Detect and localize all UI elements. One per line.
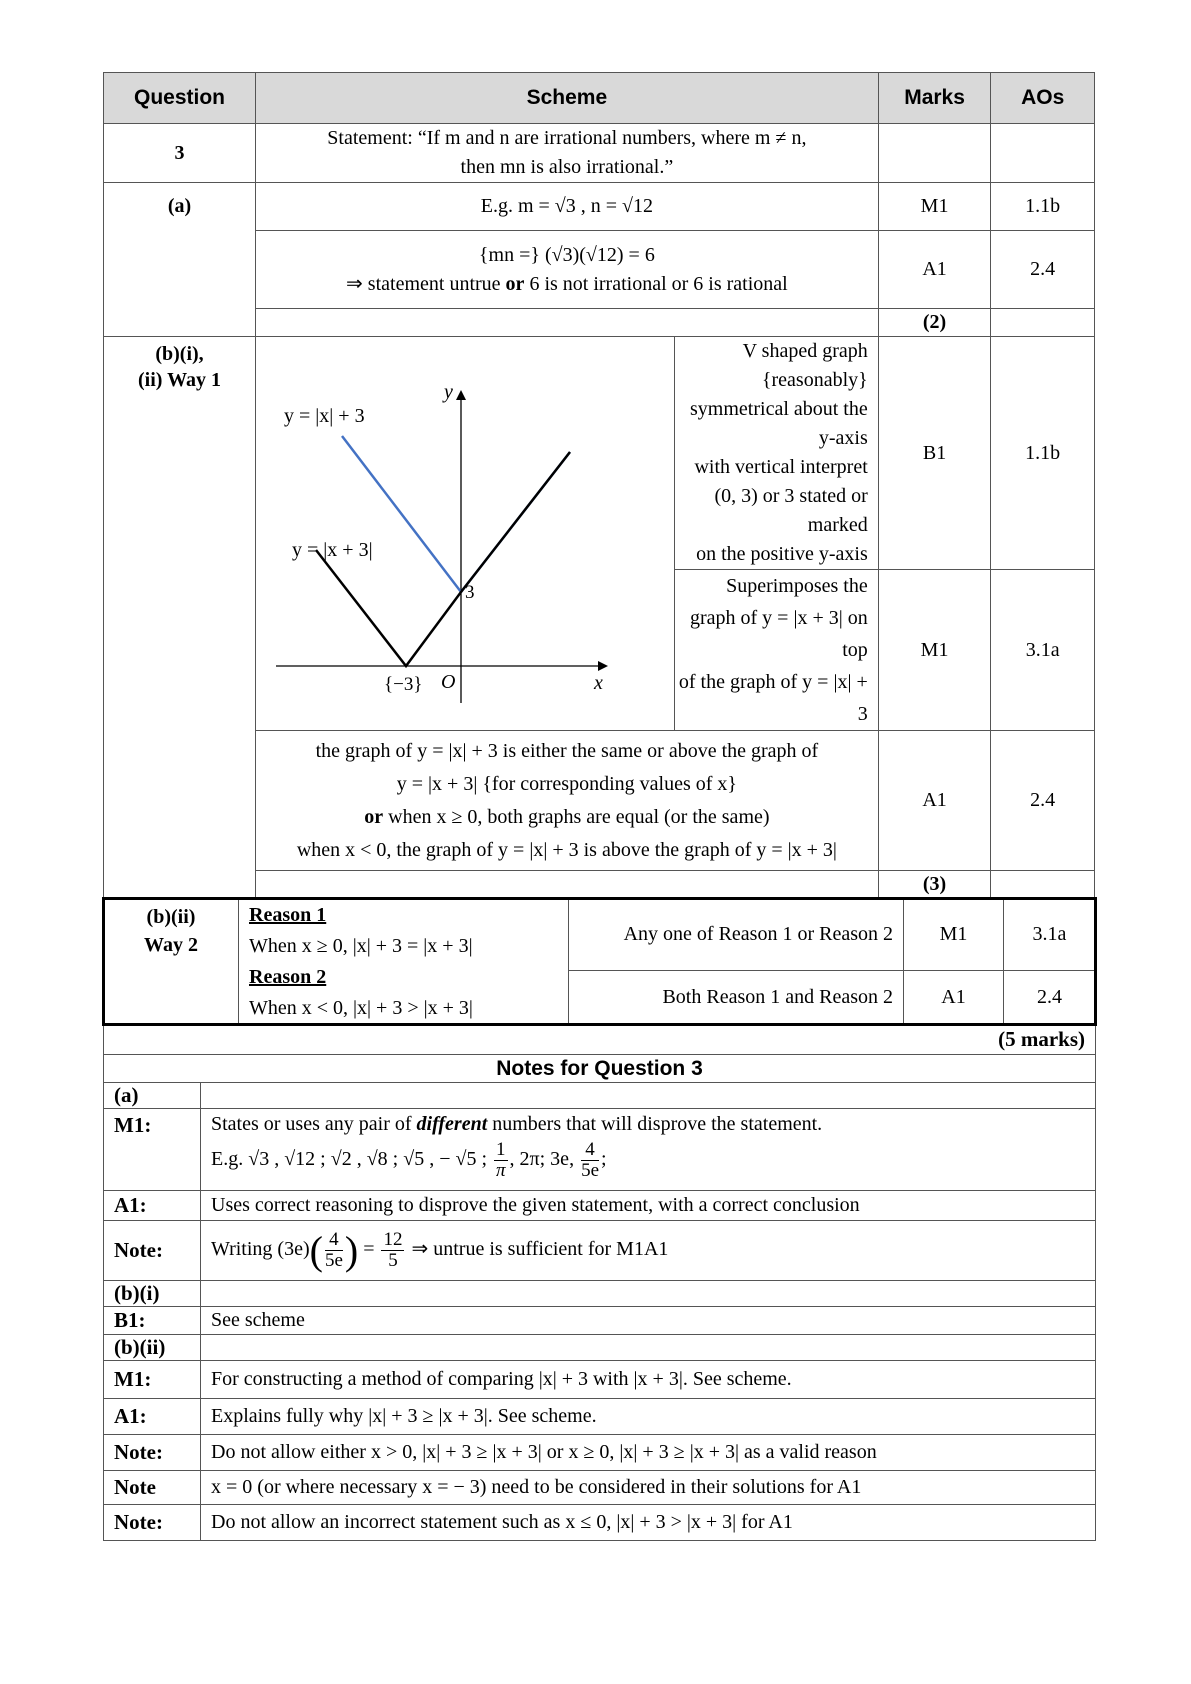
- empty-mark: [878, 124, 991, 183]
- b1-text-line: (0, 3) or 3 stated or marked: [714, 485, 868, 536]
- part-a-m1-mark: M1: [878, 183, 991, 231]
- m1-criteria: [674, 570, 878, 731]
- m1-pre: States or uses any pair of: [211, 1113, 417, 1135]
- empty-cell: [201, 1083, 1096, 1109]
- part-a-product: {mn =} (√3)(√12) = 6: [478, 243, 655, 266]
- frac-4-over-5e: [325, 1230, 343, 1271]
- b1-criteria: [674, 337, 878, 570]
- m1-ao: 3.1a: [991, 570, 1095, 731]
- frac-1-over-pi: [494, 1140, 508, 1181]
- notes-m1-line1: [211, 1113, 1095, 1136]
- notes-m1-text: [201, 1109, 1096, 1191]
- notes-a1-label: A1:: [104, 1191, 201, 1221]
- a1-text-line: y = |x + 3| {for corresponding values of x}: [396, 772, 738, 795]
- header-aos: AOs: [991, 73, 1095, 124]
- notes-title-row: [104, 1055, 1096, 1083]
- notes-a-label: (a): [104, 1083, 201, 1109]
- notes-n2-label: Note:: [104, 1435, 201, 1471]
- scheme-table: [103, 72, 1095, 899]
- way2-m1-mark: M1: [904, 899, 1004, 971]
- a1-criteria: [256, 731, 879, 871]
- part-a-m1-ao: 1.1b: [991, 183, 1095, 231]
- empty-cell: [256, 309, 879, 337]
- paren-open: (: [309, 1228, 323, 1273]
- part-a-label: (a): [104, 183, 256, 337]
- b1-text-line: symmetrical about the y-axis: [690, 398, 868, 449]
- notes-b1-text: See scheme: [201, 1307, 1096, 1335]
- frac-den: 5e: [581, 1160, 599, 1181]
- frac-4-over-5e: [581, 1140, 599, 1181]
- question-number: 3: [104, 124, 256, 183]
- part-b-total: (3): [878, 871, 991, 899]
- frac-num: 12: [383, 1229, 403, 1250]
- notes-m1-row: [104, 1109, 1096, 1191]
- way1-label-line2: (ii) Way 1: [138, 369, 221, 391]
- notes-table: [103, 1024, 1096, 1541]
- notes-a1-text: Uses correct reasoning to disprove the given statement, with a correct conclusion: [201, 1191, 1096, 1221]
- statement-line2: then mn is also irrational.”: [460, 156, 674, 178]
- vertex-label: {−3}: [384, 673, 423, 695]
- way2-label-line2: Way 2: [144, 934, 198, 956]
- empty-cell: [201, 1335, 1096, 1361]
- notes-n3-label: Note: [104, 1471, 201, 1505]
- notes-ba1-label: A1:: [104, 1399, 201, 1435]
- way2-m1-criteria: Any one of Reason 1 or Reason 2: [569, 899, 904, 971]
- y-axis-label: y: [444, 380, 453, 403]
- a1-or: or: [364, 805, 384, 828]
- statement-cell: [256, 124, 879, 183]
- a1-or-text: when x ≥ 0, both graphs are equal (or the same): [388, 805, 770, 828]
- part-b-way1-label: [104, 337, 256, 899]
- notes-bii-label: (b)(ii): [104, 1335, 201, 1361]
- way2-a1-criteria: Both Reason 1 and Reason 2: [569, 971, 904, 1025]
- frac-12-over-5: [381, 1230, 404, 1271]
- m1-mark: M1: [878, 570, 991, 731]
- notes-n4-text: Do not allow an incorrect statement such as x ≤ 0, |x| + 3 > |x + 3| for A1: [201, 1505, 1096, 1541]
- notes-m1-examples: [211, 1140, 1095, 1181]
- reason1-title: Reason 1: [249, 903, 327, 926]
- notes-bi-label: (b)(i): [104, 1281, 201, 1307]
- way2-reasons: [239, 899, 569, 1025]
- notes-note1-label: Note:: [104, 1221, 201, 1281]
- conclusion-pre: ⇒ statement untrue: [346, 272, 506, 295]
- statement-row: [104, 124, 1095, 183]
- mark-scheme-page: [103, 72, 1095, 1541]
- reason2-text: When x < 0, |x| + 3 > |x + 3|: [249, 996, 473, 1019]
- frac-num: 4: [581, 1140, 599, 1161]
- notes-bi-row: [104, 1281, 1096, 1307]
- reason1-text: When x ≥ 0, |x| + 3 = |x + 3|: [249, 934, 473, 957]
- m1-eg-text: E.g. √3 , √12 ; √2 , √8 ; √5 , − √5 ;: [211, 1148, 488, 1171]
- m1-text-line: graph of y = |x + 3| on top: [689, 607, 868, 661]
- a1-ao: 2.4: [991, 731, 1095, 871]
- statement-line1: Statement: “If m and n are irrational numbers, where m ≠ n,: [327, 127, 807, 149]
- blue-graph-label: y = |x| + 3: [284, 404, 365, 427]
- b1-ao: 1.1b: [991, 337, 1095, 570]
- way2-a1-ao: 2.4: [1004, 971, 1096, 1025]
- empty-cell: [256, 871, 879, 899]
- notes-bm1-label: M1:: [104, 1361, 201, 1399]
- notes-n3-row: [104, 1471, 1096, 1505]
- notes-ba1-row: [104, 1399, 1096, 1435]
- m1-eg-end: ;: [601, 1148, 607, 1171]
- frac-num: 4: [325, 1230, 343, 1251]
- way2-table: [103, 898, 1096, 1025]
- notes-n4-row: [104, 1505, 1096, 1541]
- notes-a1-row: [104, 1191, 1096, 1221]
- notes-ba1-text: Explains fully why |x| + 3 ≥ |x + 3|. See scheme.: [201, 1399, 1096, 1435]
- way2-m1-row: [104, 899, 1096, 971]
- empty-cell: [201, 1281, 1096, 1307]
- header-marks: Marks: [878, 73, 991, 124]
- notes-n2-text: Do not allow either x > 0, |x| + 3 ≥ |x + 3| or x ≥ 0, |x| + 3 ≥ |x + 3| as a valid reason: [201, 1435, 1096, 1471]
- m1-text-line: Superimposes the: [726, 575, 868, 597]
- notes-n2-row: [104, 1435, 1096, 1471]
- empty-cell: [991, 871, 1095, 899]
- notes-m1-label: M1:: [104, 1109, 201, 1191]
- m1-text-line: of the graph of y = |x| + 3: [678, 671, 868, 725]
- graph-cell: [256, 337, 675, 731]
- part-a-total: (2): [878, 309, 991, 337]
- notes-bm1-row: [104, 1361, 1096, 1399]
- y-axis-arrow-icon: [456, 390, 466, 400]
- blue-v-graph: [342, 436, 570, 592]
- part-a-a1-mark: A1: [878, 231, 991, 309]
- header-scheme: Scheme: [256, 73, 879, 124]
- notes-bm1-text: For constructing a method of comparing |x| + 3 with |x + 3|. See scheme.: [201, 1361, 1096, 1399]
- note1-pre: Writing (3e): [211, 1238, 310, 1261]
- header-question: Question: [104, 73, 256, 124]
- part-b-b1-row: [104, 337, 1095, 570]
- notes-a-row: [104, 1083, 1096, 1109]
- way2-a1-mark: A1: [904, 971, 1004, 1025]
- x-axis-arrow-icon: [598, 661, 608, 671]
- m1-emphasis: different: [416, 1113, 488, 1135]
- graph-svg: [256, 358, 628, 710]
- reason2-title: Reason 2: [249, 965, 327, 988]
- x-axis-label: x: [594, 671, 603, 694]
- m1-eg-mid: , 2π; 3e,: [509, 1148, 575, 1171]
- notes-b1-row: [104, 1307, 1096, 1335]
- notes-title: Notes for Question 3: [104, 1055, 1096, 1083]
- m1-post: numbers that will disprove the statement.: [487, 1113, 823, 1135]
- origin-label: O: [441, 670, 456, 693]
- part-a-conclusion: [256, 270, 878, 299]
- part-a-example: E.g. m = √3 , n = √12: [256, 183, 879, 231]
- part-a-row1: [104, 183, 1095, 231]
- notes-n3-text: x = 0 (or where necessary x = − 3) need to be considered in their solutions for A1: [201, 1471, 1096, 1505]
- notes-note1-row: [104, 1221, 1096, 1281]
- paren-close: ): [344, 1228, 359, 1273]
- empty-ao: [991, 124, 1095, 183]
- a1-text-line: [256, 801, 878, 834]
- black-graph-label: y = |x + 3|: [292, 538, 373, 561]
- way2-label: [104, 899, 239, 1025]
- total-marks-row: [104, 1025, 1096, 1055]
- b1-text-line: with vertical interpret: [694, 456, 868, 478]
- conclusion-or: or: [505, 272, 525, 295]
- total-marks: (5 marks): [104, 1025, 1096, 1055]
- header-row: [104, 73, 1095, 124]
- way1-label-line1: (b)(i),: [155, 343, 204, 365]
- notes-n4-label: Note:: [104, 1505, 201, 1541]
- notes-b1-label: B1:: [104, 1307, 201, 1335]
- note1-post: ⇒ untrue is sufficient for M1A1: [411, 1238, 669, 1261]
- notes-note1-text: [201, 1221, 1096, 1281]
- intercept-label: 3: [465, 581, 475, 603]
- b1-text-line: on the positive y-axis: [696, 543, 868, 565]
- way2-m1-ao: 3.1a: [1004, 899, 1096, 971]
- frac-num: 1: [496, 1139, 506, 1160]
- empty-cell: [991, 309, 1095, 337]
- a1-text-line: when x < 0, the graph of y = |x| + 3 is above the graph of y = |x + 3|: [296, 838, 837, 861]
- a1-mark: A1: [878, 731, 991, 871]
- note1-eq: =: [363, 1238, 375, 1261]
- part-a-working: [256, 231, 879, 309]
- notes-bii-row: [104, 1335, 1096, 1361]
- way2-label-line1: (b)(ii): [146, 906, 196, 928]
- b1-text-line: V shaped graph {reasonably}: [742, 340, 868, 391]
- conclusion-post: 6 is not irrational or 6 is rational: [524, 272, 788, 295]
- part-a-a1-ao: 2.4: [991, 231, 1095, 309]
- frac-den: π: [496, 1160, 506, 1181]
- b1-mark: B1: [878, 337, 991, 570]
- a1-text-line: the graph of y = |x| + 3 is either the same or above the graph of: [315, 739, 819, 762]
- frac-den: 5e: [324, 1250, 343, 1271]
- frac-den: 5: [388, 1250, 398, 1271]
